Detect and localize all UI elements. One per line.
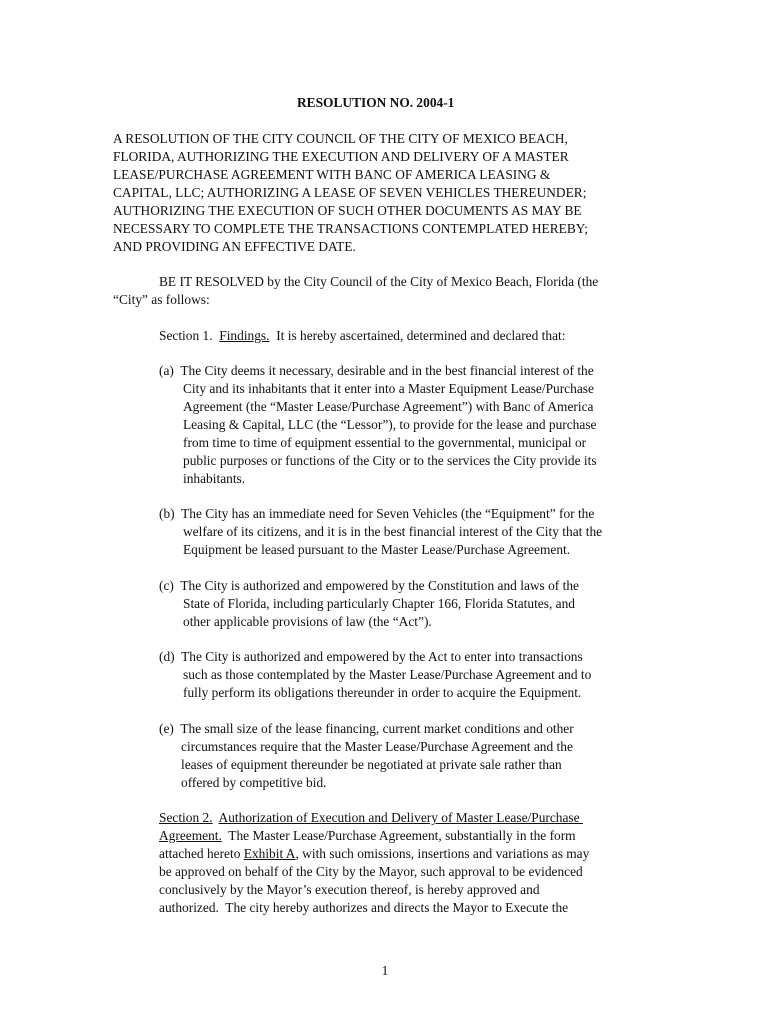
- exhibit-reference: Exhibit A: [243, 846, 296, 861]
- finding-line: such as those contemplated by the Master Lease/Purchase Agreement and to: [183, 667, 592, 682]
- finding-line: (d) The City is authorized and empowered by the Act to enter into transactions: [159, 649, 583, 664]
- preamble-line: AUTHORIZING THE EXECUTION OF SUCH OTHER DOCUMENTS AS MAY BE: [113, 203, 582, 218]
- preamble-line: AND PROVIDING AN EFFECTIVE DATE.: [113, 239, 356, 254]
- finding-line: Leasing & Capital, LLC (the “Lessor”), to provide for the lease and purchase: [183, 417, 597, 432]
- section-2-title-cont: Agreement.: [159, 828, 222, 843]
- resolved-line: “City” as follows:: [113, 292, 210, 307]
- resolved-line: BE IT RESOLVED by the City Council of the City of Mexico Beach, Florida (the: [159, 274, 599, 289]
- finding-line: other applicable provisions of law (the “Act”).: [183, 614, 432, 629]
- finding-line: fully perform its obligations thereunder in order to acquire the Equipment.: [183, 685, 582, 700]
- finding-line: State of Florida, including particularly Chapter 166, Florida Statutes, and: [183, 596, 575, 611]
- section-2-line: authorized. The city hereby authorizes and directs the Mayor to Execute the: [159, 900, 569, 915]
- document-title: RESOLUTION NO. 2004-1: [297, 95, 455, 110]
- section-2-line: conclusively by the Mayor’s execution thereof, is hereby approved and: [159, 882, 540, 897]
- section-2-label: Section 2.: [159, 810, 213, 825]
- section-1-label: Section 1.: [159, 328, 220, 343]
- finding-line: (b) The City has an immediate need for Seven Vehicles (the “Equipment” for the: [159, 506, 595, 521]
- section-1-text: It is hereby ascertained, determined and declared that:: [269, 328, 566, 343]
- finding-line: welfare of its citizens, and it is in the best financial interest of the City that the: [183, 524, 603, 539]
- section-2-line: attached hereto Exhibit A, with such omissions, insertions and variations as may: [159, 846, 590, 861]
- preamble-line: LEASE/PURCHASE AGREEMENT WITH BANC OF AMERICA LEASING &: [113, 167, 551, 182]
- section-2-line: Agreement. The Master Lease/Purchase Agreement, substantially in the form: [159, 828, 576, 843]
- page-number: 1: [381, 963, 389, 978]
- finding-line: circumstances require that the Master Lease/Purchase Agreement and the: [181, 739, 573, 754]
- finding-line: (e) The small size of the lease financing, current market conditions and other: [159, 721, 574, 736]
- finding-line: (c) The City is authorized and empowered by the Constitution and laws of the: [159, 578, 579, 593]
- preamble-line: A RESOLUTION OF THE CITY COUNCIL OF THE CITY OF MEXICO BEACH,: [113, 131, 568, 146]
- section-1-title: Findings.: [219, 328, 270, 343]
- preamble-line: NECESSARY TO COMPLETE THE TRANSACTIONS CONTEMPLATED HEREBY;: [113, 221, 588, 236]
- finding-line: (a) The City deems it necessary, desirable and in the best financial interest of the: [159, 363, 594, 378]
- finding-line: Agreement (the “Master Lease/Purchase Agreement”) with Banc of America: [183, 399, 594, 414]
- section-2-line: be approved on behalf of the City by the Mayor, such approval to be evidenced: [159, 864, 583, 879]
- section-1-heading: [159, 327, 565, 344]
- finding-line: inhabitants.: [183, 471, 246, 486]
- preamble-line: CAPITAL, LLC; AUTHORIZING A LEASE OF SEVEN VEHICLES THEREUNDER;: [113, 185, 587, 200]
- finding-line: from time to time of equipment essential to the governmental, municipal or: [183, 435, 587, 450]
- preamble-line: FLORIDA, AUTHORIZING THE EXECUTION AND DELIVERY OF A MASTER: [113, 149, 569, 164]
- finding-line: leases of equipment thereunder be negotiated at private sale rather than: [181, 757, 562, 772]
- section-2-heading: [159, 809, 583, 826]
- section-2-title: Authorization of Execution and Delivery of Master Lease/Purchase: [218, 810, 583, 825]
- finding-line: offered by competitive bid.: [181, 775, 327, 790]
- finding-line: City and its inhabitants that it enter into a Master Equipment Lease/Purchase: [183, 381, 594, 396]
- finding-line: Equipment be leased pursuant to the Master Lease/Purchase Agreement.: [183, 542, 571, 557]
- finding-line: public purposes or functions of the City or to the services the City provide its: [183, 453, 597, 468]
